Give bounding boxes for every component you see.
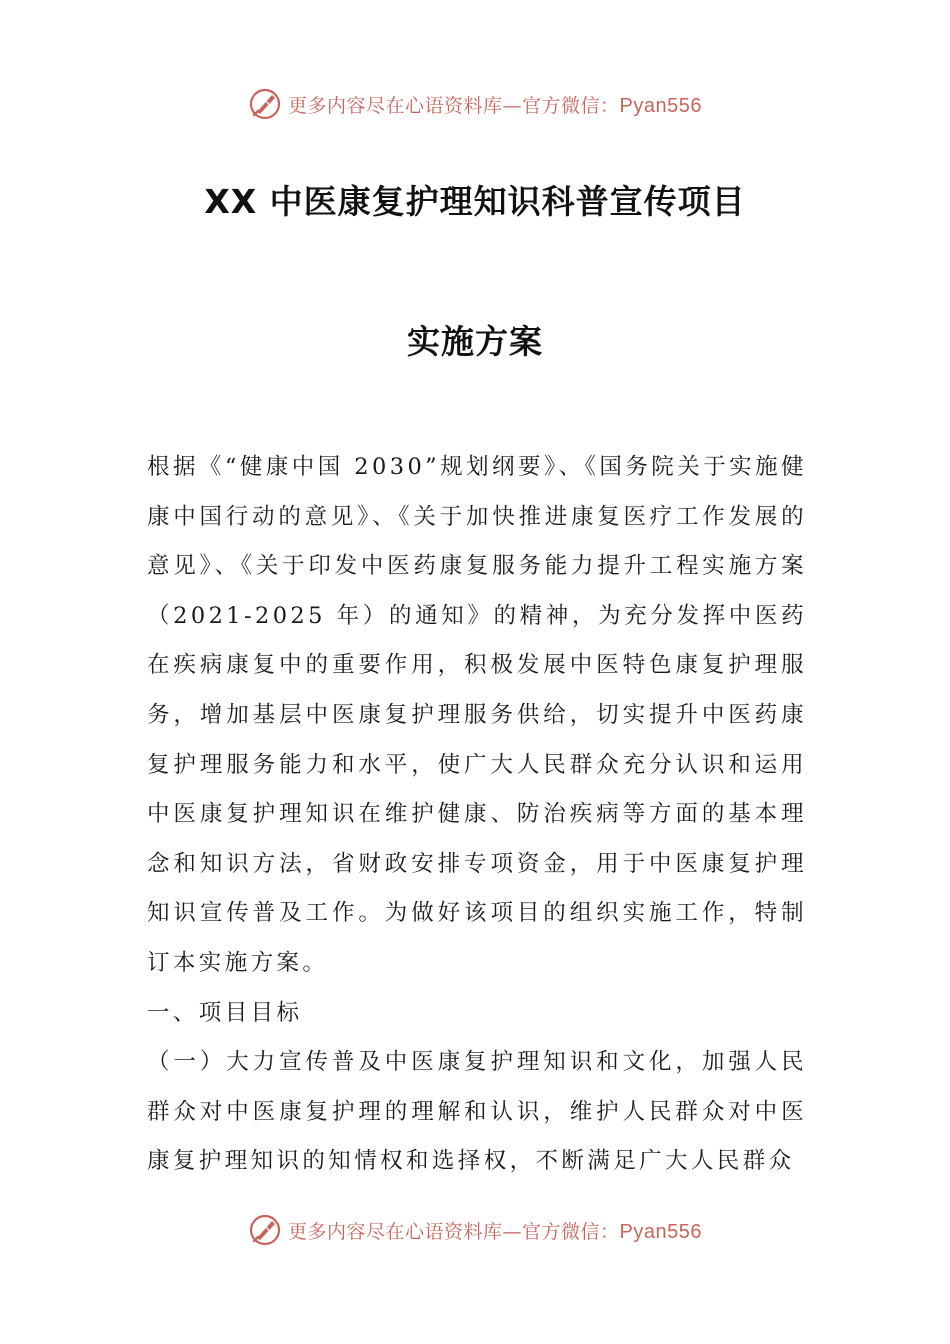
document-title-line-2: 实施方案 (407, 322, 543, 361)
banner-text (288, 1217, 702, 1244)
quill-logo-icon (248, 1213, 282, 1247)
banner-wechat-id: Pyan556 (619, 1220, 702, 1243)
banner-text (288, 91, 702, 118)
quill-logo-icon (248, 87, 282, 121)
banner-caption: 更多内容尽在心语资料库—官方微信： (288, 94, 620, 117)
document-body (147, 443, 807, 1187)
banner-wechat-id: Pyan556 (619, 94, 702, 117)
header-banner (0, 84, 950, 124)
section-heading: 一、项目目标 (147, 999, 303, 1026)
footer-banner (0, 1210, 950, 1250)
banner-caption: 更多内容尽在心语资料库—官方微信： (288, 1220, 620, 1243)
body-paragraph: （一）大力宣传普及中医康复护理知识和文化，加强人民群众对中医康复护理的理解和认识，维护人民群众对中医康复护理知识的知情权和选择权，不断满足广大人民群众 (147, 1049, 807, 1175)
document-title-line-1: XX 中医康复护理知识科普宣传项目 (204, 182, 746, 221)
body-paragraph: 根据《“健康中国 2030”规划纲要》、《国务院关于实施健康中国行动的意见》、《关于加快推进康复医疗工作发展的意见》、《关于印发中医药康复服务能力提升工程实施方案（2021-2025 年）的通知》的精神，为充分发挥中医药在疾病康复中的重要作用，积极发展中医特色康复护理服务，增加基层中医康复护理服务供给，切实提升中医药康复护理服务能力和水平，使广大人民群众充分认识和运用中医康复护理知识在维护健康、防治疾病等方面的基本理念和知识方法，省财政安排专项资金，用于中医康复护理知识宣传普及工作。为做好该项目的组织实施工作，特制订本实施方案。 (147, 454, 807, 976)
